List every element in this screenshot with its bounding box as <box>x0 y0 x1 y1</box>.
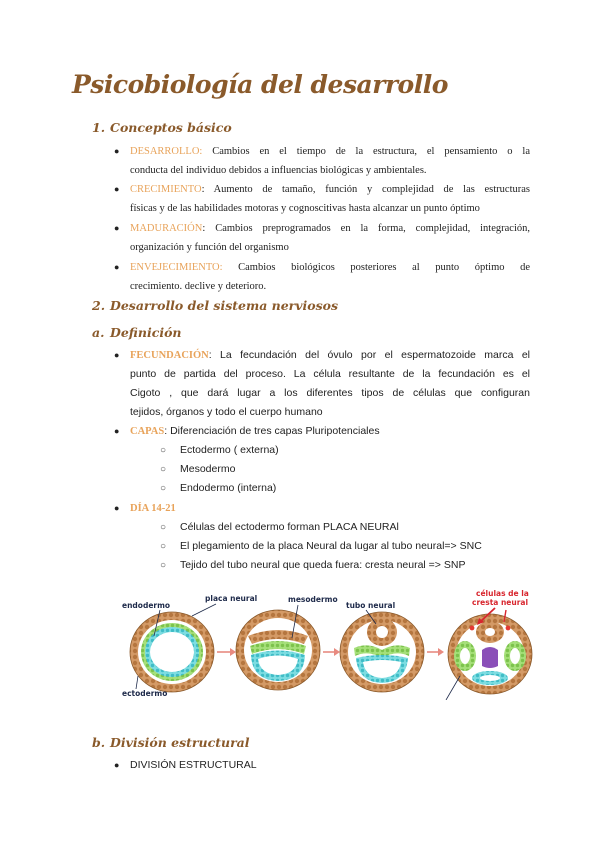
term-text-line1: : Aumento de tamaño, función y complejidad de las estructuras <box>201 184 530 195</box>
sublist-item <box>160 460 236 479</box>
sublist-text: Endodermo (interna) <box>180 482 277 494</box>
label-ectodermo: ectodermo <box>122 689 168 698</box>
list-item-desarrollo <box>114 142 530 180</box>
sublist-item <box>160 537 482 556</box>
label-placa-neural: placa neural <box>205 594 258 603</box>
term-text-line1: : Cambios preprogramados en la forma, complejidad, integración, <box>202 223 530 234</box>
term-label: DESARROLLO: <box>130 146 203 157</box>
circle-bullet-icon: ○ <box>160 541 167 552</box>
term-text-line1: : La fecundación del óvulo por el espermatozoide marca el <box>208 349 530 361</box>
bullet-icon: ● <box>114 223 120 233</box>
bullet-icon: ● <box>114 262 120 272</box>
sublist-item <box>160 518 399 537</box>
bullet-icon: ● <box>114 760 120 770</box>
sublist-text: El plegamiento de la placa Neural da lugar al tubo neural=> SNC <box>180 540 482 552</box>
stage-3-embryo <box>340 612 424 692</box>
section-title: Desarrollo del sistema nerviosos <box>110 298 339 313</box>
bullet-icon: ● <box>114 184 120 194</box>
section-number: 1. <box>92 120 106 135</box>
stage-2-embryo <box>236 610 320 690</box>
term-text-line1: Cambios en el tiempo de la estructura, el pensamiento o la <box>202 146 530 157</box>
term-label: CRECIMIENTO <box>130 184 202 195</box>
term-label: CAPAS <box>130 426 165 437</box>
bullet-icon: ● <box>114 503 120 513</box>
subsection-letter: b. <box>92 735 106 750</box>
page-title: Psicobiología del desarrollo <box>72 70 448 99</box>
circle-bullet-icon: ○ <box>160 560 167 571</box>
subsection-title: Definición <box>110 325 182 340</box>
section-title: Conceptos básico <box>110 120 232 135</box>
sublist-text: Mesodermo <box>180 463 236 475</box>
subsection-heading-b <box>92 735 250 750</box>
term-text-line2: conducta del individuo debidos a influencias biológicas y ambientales. <box>130 165 427 176</box>
term-text-line3: Cigoto , que dará lugar a los diferentes tipos de células que configuran <box>130 387 530 399</box>
term-text-line4: tejidos, órganos y todo el cuerpo humano <box>130 406 323 418</box>
bullet-icon: ● <box>114 426 120 436</box>
term-text-line2: organización y función del organismo <box>130 242 289 253</box>
list-item-division <box>114 756 530 775</box>
term-label: ENVEJECIMIENTO: <box>130 262 223 273</box>
list-item-crecimiento <box>114 180 530 218</box>
sublist-text: Células del ectodermo forman PLACA NEURAl <box>180 521 399 533</box>
neural-tube-figure <box>120 588 535 700</box>
neural-tube-diagram <box>120 588 535 700</box>
arrow-icon <box>323 648 340 656</box>
list-item-maduracion <box>114 219 530 257</box>
arrow-icon <box>427 648 444 656</box>
section-heading-2 <box>92 298 338 313</box>
bullet-icon: ● <box>114 350 120 360</box>
stage-4-embryo <box>448 608 532 694</box>
list-item-dia <box>114 499 530 518</box>
circle-bullet-icon: ○ <box>160 445 167 456</box>
term-text-line2: crecimiento. declive y deterioro. <box>130 281 267 292</box>
list-item-envejecimiento <box>114 258 530 296</box>
term-label: DÍA 14-21 <box>130 503 176 514</box>
section-number: 2. <box>92 298 106 313</box>
arrow-icon <box>217 648 236 656</box>
circle-bullet-icon: ○ <box>160 464 167 475</box>
term-label: MADURACIÓN <box>130 223 203 234</box>
subsection-title: División estructural <box>110 735 250 750</box>
bullet-icon: ● <box>114 146 120 156</box>
label-endodermo: endodermo <box>122 601 171 610</box>
subsection-heading-a <box>92 325 182 340</box>
stage-1-embryo <box>130 612 214 692</box>
label-tubo-neural: tubo neural <box>346 601 396 610</box>
sublist-item <box>160 556 466 575</box>
label-celulas-line1: células de la <box>476 589 529 598</box>
sublist-text: Tejido del tubo neural que queda fuera: cresta neural => SNP <box>180 559 466 571</box>
sublist-item <box>160 479 277 498</box>
label-mesodermo: mesodermo <box>288 595 338 604</box>
list-item-capas <box>114 422 530 441</box>
term-text-line1: Cambios biológicos posteriores al punto óptimo de <box>222 262 530 273</box>
sublist-item <box>160 441 279 460</box>
term-text-line2: punto de partida del proceso. La célula resultante de la fecundación es el <box>130 368 530 380</box>
label-celulas-line2: cresta neural <box>472 598 529 607</box>
circle-bullet-icon: ○ <box>160 483 167 494</box>
term-text-line2: físicas y de las habilidades motoras y cognoscitivas hasta alcanzar un punto óptimo <box>130 203 480 214</box>
list-text: DIVISIÓN ESTRUCTURAL <box>130 759 257 771</box>
term-text: : Diferenciación de tres capas Pluripotenciales <box>164 425 380 437</box>
sublist-text: Ectodermo ( externa) <box>180 444 279 456</box>
list-item-fecundacion <box>114 346 530 422</box>
term-label: FECUNDACIÓN <box>130 350 209 361</box>
circle-bullet-icon: ○ <box>160 522 167 533</box>
subsection-letter: a. <box>92 325 105 340</box>
section-heading-1 <box>92 120 232 135</box>
